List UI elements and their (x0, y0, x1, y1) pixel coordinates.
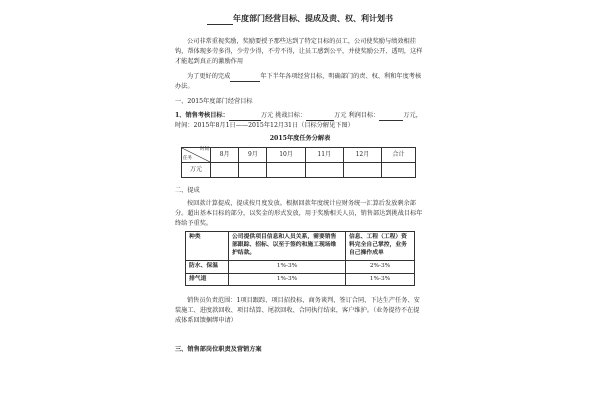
challenge-target-blank[interactable] (306, 120, 334, 121)
base-target-blank[interactable] (229, 120, 261, 121)
responsibility-paragraph: 销售员负责范围：1项目跟踪、项目招投标、商务谈判、签订合同、下达生产任务、安装施工、进度款回收、项目结算、尾款回收、合同执行结束，客户维护。（业务提待不在提成体系回馈捆绑申请） (175, 297, 420, 324)
spacer (175, 325, 425, 345)
value-cell[interactable] (382, 162, 416, 177)
profit-unit-and-period: 万元，时间：2015年8月1日——2015年12月31日（目标分解见下图） (175, 112, 422, 129)
rate-cell: 2%-3% (346, 260, 415, 273)
header-cell: 11月 (305, 147, 343, 162)
row-label-cell: 万元 (182, 162, 211, 177)
document-title (175, 13, 425, 25)
purpose-text-a: 为了更好的完成 (187, 73, 231, 81)
rate-cell: 1%-3% (229, 260, 346, 273)
year-blank[interactable] (207, 24, 233, 25)
corner-label-time: 时间 (200, 146, 209, 152)
title-text: 年度部门经营目标、提成及责、权、利计划书 (233, 14, 393, 23)
task-breakdown-table (181, 147, 416, 178)
header-cell: 合计 (382, 147, 416, 162)
header-cell-category: 种类 (186, 232, 229, 260)
purpose-text-b: 年下半年各项经营目标，明确部门的责、权、利和年度考核办法。 (175, 73, 422, 90)
corner-label-task: 任务 (183, 156, 192, 162)
sales-target-label: 1、销售考核目标： (175, 112, 229, 120)
challenge-unit: 万元 (334, 112, 347, 120)
base-target-unit: 万元 (260, 112, 274, 120)
rate-cell: 1%-3% (346, 273, 415, 286)
value-cell[interactable] (267, 162, 305, 177)
purpose-paragraph (175, 72, 425, 91)
commission-table (185, 231, 415, 286)
purpose-year-blank[interactable] (230, 81, 260, 82)
section3-heading: 三、销售部岗位职责及营销方案 (175, 346, 262, 354)
table-row (182, 162, 416, 177)
rate-cell: 1%-3% (229, 273, 346, 286)
section1-heading: 一、2015年度部门经营目标 (175, 98, 253, 106)
document-page (175, 0, 425, 400)
sales-target-line (175, 111, 425, 130)
category-cell: 防水、保温 (186, 260, 229, 273)
profit-label: 利润目标： (348, 112, 380, 120)
header-cell: 10月 (267, 147, 305, 162)
table-header-row (186, 232, 415, 260)
section2-heading: 二、提成 (175, 186, 200, 194)
value-cell[interactable] (239, 162, 267, 177)
header-cell: 12月 (343, 147, 381, 162)
task-table-caption: 2015年度任务分解表 (269, 135, 331, 143)
category-cell: 排气道 (186, 273, 229, 286)
table-row (186, 273, 415, 286)
value-cell[interactable] (343, 162, 381, 177)
value-cell[interactable] (211, 162, 239, 177)
intro-paragraph: 公司非常重视奖励，奖励要授予那些达到了特定目标的员工，公司使奖励与绩效相挂钩，帮体现多劳多得，少劳少得，不劳不得，让员工感到公平，并使奖励公开、透明，这样才能起到真正的激励作用 (175, 38, 423, 65)
header-cell: 8月 (211, 147, 239, 162)
commission-paragraph: 按回款计算提成，提成按月度发放。根据回款年度统计应财务统一汇算后发放剩余部分。超出基本目标的部分，以奖金的形式发放，用于奖励相关人员，销售部达到挑战目标年终给予重奖。 (175, 200, 423, 227)
profit-target-blank[interactable] (379, 120, 403, 121)
header-cell-self-leads: 信息、工程（工程）资料完全自己掌控，业务自己操作成单 (346, 232, 415, 260)
table-corner-cell (182, 147, 211, 162)
header-cell: 9月 (239, 147, 267, 162)
table-row (186, 260, 415, 273)
header-cell-company-leads: 公司提供项目信息和人员关系，需要销售部跟踪、招标、以至于签约和施工现场维护结款。 (229, 232, 346, 260)
challenge-label: 挑战目标： (275, 112, 307, 120)
table-header-row (182, 147, 416, 162)
value-cell[interactable] (305, 162, 343, 177)
